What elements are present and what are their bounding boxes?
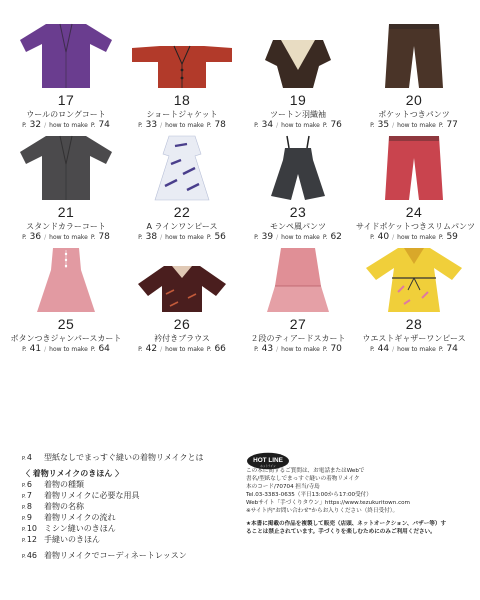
contact-line: ※サイト内"お問い合わせ"からお入りください（終日受付）。 — [246, 508, 399, 514]
page-separator: / — [160, 122, 163, 129]
item-number: 22 — [173, 204, 191, 220]
photo-page: 38 — [145, 232, 158, 242]
page-separator: / — [392, 234, 395, 241]
item-pages — [356, 120, 472, 130]
item-title: サイドポケットつきスリムパンツ — [356, 222, 476, 231]
item-number: 18 — [173, 92, 191, 108]
how-to-page: 74 — [98, 120, 110, 130]
how-to-page: 78 — [214, 120, 226, 130]
toc-label: 着物の名称 — [44, 502, 84, 511]
garment-illustration — [124, 18, 240, 90]
item-number: 20 — [405, 92, 423, 108]
page-prefix: P. — [322, 234, 328, 241]
toc-entry[interactable] — [22, 501, 227, 512]
how-to-page: 77 — [446, 120, 458, 130]
page-prefix: P. — [254, 122, 259, 129]
warning-line: ることは禁止されています。手づくりを楽しむためにのみご利用ください。 — [246, 529, 436, 535]
page-separator: / — [392, 346, 395, 353]
how-to-make-label: how to make — [281, 234, 320, 241]
page-separator: / — [276, 234, 279, 241]
how-to-page: 66 — [214, 344, 226, 354]
warning-line: ★本書に掲載の作品を複製して販売（店頭、ネットオークション、バザー等）す — [246, 521, 447, 527]
toc-entry[interactable] — [22, 523, 227, 534]
photo-page: 42 — [145, 344, 158, 354]
garment-row — [8, 18, 472, 130]
toc-entry[interactable] — [22, 534, 227, 545]
page-prefix: P. — [370, 122, 375, 129]
item-title: ショートジャケット — [146, 110, 218, 119]
page-separator: / — [44, 122, 47, 129]
page-separator: / — [276, 346, 279, 353]
garment-illustration — [240, 242, 356, 314]
how-to-make-label: how to make — [49, 234, 88, 241]
how-to-page: 64 — [98, 344, 110, 354]
photo-page: 44 — [377, 344, 390, 354]
garment-illustration — [356, 242, 472, 314]
item-pages — [240, 232, 356, 242]
item-pages — [240, 344, 356, 354]
item-number: 25 — [57, 316, 75, 332]
toc-page: P.12 — [22, 535, 38, 544]
garment-item[interactable] — [8, 130, 124, 242]
page-prefix: P. — [254, 234, 259, 241]
how-to-page: 62 — [330, 232, 342, 242]
toc-heading: 〈 着物リメイクのきほん 〉 — [22, 469, 124, 478]
item-number: 19 — [289, 92, 307, 108]
item-title: スタンドカラーコート — [26, 222, 106, 231]
page-prefix: P. — [322, 122, 328, 129]
toc-label: ミシン縫いのきほん — [44, 524, 116, 533]
page-prefix: P. — [22, 346, 27, 353]
toc-entry[interactable] — [22, 479, 227, 490]
page-prefix: P. — [138, 346, 143, 353]
how-to-make-label: how to make — [165, 346, 204, 353]
how-to-make-label: how to make — [49, 122, 88, 129]
how-to-make-label: how to make — [397, 234, 436, 241]
toc-entry[interactable] — [22, 452, 227, 463]
page-prefix: P. — [254, 346, 259, 353]
garment-item[interactable] — [124, 18, 240, 130]
garment-illustration — [8, 242, 124, 314]
page-prefix: P. — [206, 122, 212, 129]
how-to-make-label: how to make — [281, 122, 320, 129]
toc-page: P.9 — [22, 513, 32, 522]
item-number: 23 — [289, 204, 307, 220]
garment-item[interactable] — [240, 18, 356, 130]
photo-page: 43 — [261, 344, 274, 354]
item-title: ウエストギャザーワンピース — [362, 334, 466, 343]
garment-item[interactable] — [356, 242, 472, 354]
toc-label: 着物リメイクに必要な用具 — [44, 491, 140, 500]
toc-label: 型紙なしでまっすぐ縫いの着物リメイクとは — [44, 453, 204, 462]
garment-illustration — [8, 18, 124, 90]
garment-grid — [8, 18, 476, 354]
garment-item[interactable] — [124, 242, 240, 354]
garment-row — [8, 130, 476, 242]
item-pages — [356, 344, 472, 354]
toc-page: P.46 — [22, 551, 38, 560]
photo-page: 36 — [29, 232, 42, 242]
toc-label: 着物リメイクの流れ — [44, 513, 116, 522]
garment-item[interactable] — [240, 130, 356, 242]
toc-page: P.10 — [22, 524, 38, 533]
logo-subtext: ホットライン — [260, 465, 276, 468]
item-pages — [8, 232, 124, 242]
how-to-page: 76 — [330, 120, 342, 130]
contact-info — [246, 467, 470, 536]
photo-page: 39 — [261, 232, 274, 242]
page-prefix: P. — [138, 122, 143, 129]
page-prefix: P. — [206, 346, 212, 353]
how-to-make-label: how to make — [165, 122, 204, 129]
how-to-page: 59 — [446, 232, 458, 242]
page-prefix: P. — [90, 346, 96, 353]
how-to-make-label: how to make — [165, 234, 204, 241]
toc-label: 着物リメイクでコーディネートレッスン — [44, 551, 187, 560]
contact-line: この本に関するご質問は、お電話またはWebで — [246, 468, 365, 474]
garment-item[interactable] — [124, 130, 240, 242]
item-title: ボタンつきジャンパースカート — [10, 334, 122, 343]
toc-entry[interactable] — [22, 550, 227, 561]
garment-item[interactable] — [356, 130, 476, 242]
how-to-page: 74 — [446, 344, 458, 354]
photo-page: 41 — [29, 344, 42, 354]
photo-page: 40 — [377, 232, 390, 242]
item-pages — [8, 344, 124, 354]
toc-entry[interactable] — [22, 490, 227, 501]
garment-illustration — [356, 130, 472, 202]
item-number: 27 — [289, 316, 307, 332]
toc-page: P.7 — [22, 491, 32, 500]
item-number: 24 — [405, 204, 423, 220]
item-pages — [124, 344, 240, 354]
how-to-make-label: how to make — [281, 346, 320, 353]
garment-row — [8, 242, 472, 354]
how-to-page: 78 — [98, 232, 110, 242]
item-number: 28 — [405, 316, 423, 332]
garment-illustration — [124, 242, 240, 314]
how-to-make-label: how to make — [49, 346, 88, 353]
page-prefix: P. — [22, 122, 27, 129]
toc-label: 着物の種類 — [44, 480, 84, 489]
page-separator: / — [276, 122, 279, 129]
contact-line: Tel.03-3383-0635（平日13:00から17:00受付） — [246, 492, 372, 498]
contact-line: 書名/型紙なしでまっすぐ縫いの着物リメイク — [246, 476, 360, 482]
page-separator: / — [160, 234, 163, 241]
how-to-make-label: how to make — [397, 346, 436, 353]
page-separator: / — [44, 234, 47, 241]
toc-page: P.8 — [22, 502, 32, 511]
item-pages — [124, 120, 240, 130]
photo-page: 34 — [261, 120, 274, 130]
page-separator: / — [44, 346, 47, 353]
page-prefix: P. — [22, 234, 27, 241]
photo-page: 35 — [377, 120, 390, 130]
how-to-page: 56 — [214, 232, 226, 242]
contact-line: Webサイト「手づくりタウン」https://www.tezukuritown.com — [246, 500, 411, 506]
item-pages — [124, 232, 240, 242]
page-prefix: P. — [138, 234, 143, 241]
garment-illustration — [240, 18, 356, 90]
item-title: 衿付きブラウス — [154, 334, 210, 343]
garment-item[interactable] — [8, 18, 124, 130]
page-separator: / — [160, 346, 163, 353]
page-prefix: P. — [90, 234, 96, 241]
page-prefix: P. — [370, 346, 375, 353]
photo-page: 33 — [145, 120, 158, 130]
page-separator: / — [392, 122, 395, 129]
item-title: ウールのロングコート — [26, 110, 106, 119]
garment-illustration — [240, 130, 356, 202]
photo-page: 32 — [29, 120, 42, 130]
garment-item[interactable] — [356, 18, 472, 130]
toc-entry[interactable] — [22, 512, 227, 523]
item-number: 21 — [57, 204, 75, 220]
how-to-make-label: how to make — [397, 122, 436, 129]
item-pages — [356, 232, 472, 242]
toc-page: P.4 — [22, 453, 32, 462]
how-to-page: 70 — [330, 344, 342, 354]
item-title: ツートン羽織袖 — [270, 110, 326, 119]
page-prefix: P. — [370, 234, 375, 241]
item-title: A ラインワンピース — [146, 222, 218, 231]
item-title: モンペ風パンツ — [270, 222, 326, 231]
item-number: 26 — [173, 316, 191, 332]
toc-label: 手縫いのきほん — [44, 535, 100, 544]
page-prefix: P. — [438, 234, 444, 241]
toc-page: P.6 — [22, 480, 32, 489]
page-prefix: P. — [322, 346, 328, 353]
garment-item[interactable] — [8, 242, 124, 354]
contact-line: 本のコード/70704 担当/寺島 — [246, 484, 320, 490]
page-prefix: P. — [438, 346, 444, 353]
item-title: ポケットつきパンツ — [378, 110, 450, 119]
garment-item[interactable] — [240, 242, 356, 354]
garment-illustration — [8, 130, 124, 202]
page-prefix: P. — [90, 122, 96, 129]
item-number: 17 — [57, 92, 75, 108]
table-of-contents — [22, 452, 227, 561]
logo-text: HOT LINE — [253, 457, 283, 464]
page-prefix: P. — [206, 234, 212, 241]
garment-illustration — [356, 18, 472, 90]
copyright-warning — [246, 520, 470, 536]
item-title: ２段のティアードスカート — [250, 334, 346, 343]
item-pages — [8, 120, 124, 130]
garment-illustration — [124, 130, 240, 202]
item-pages — [240, 120, 356, 130]
page-prefix: P. — [438, 122, 444, 129]
